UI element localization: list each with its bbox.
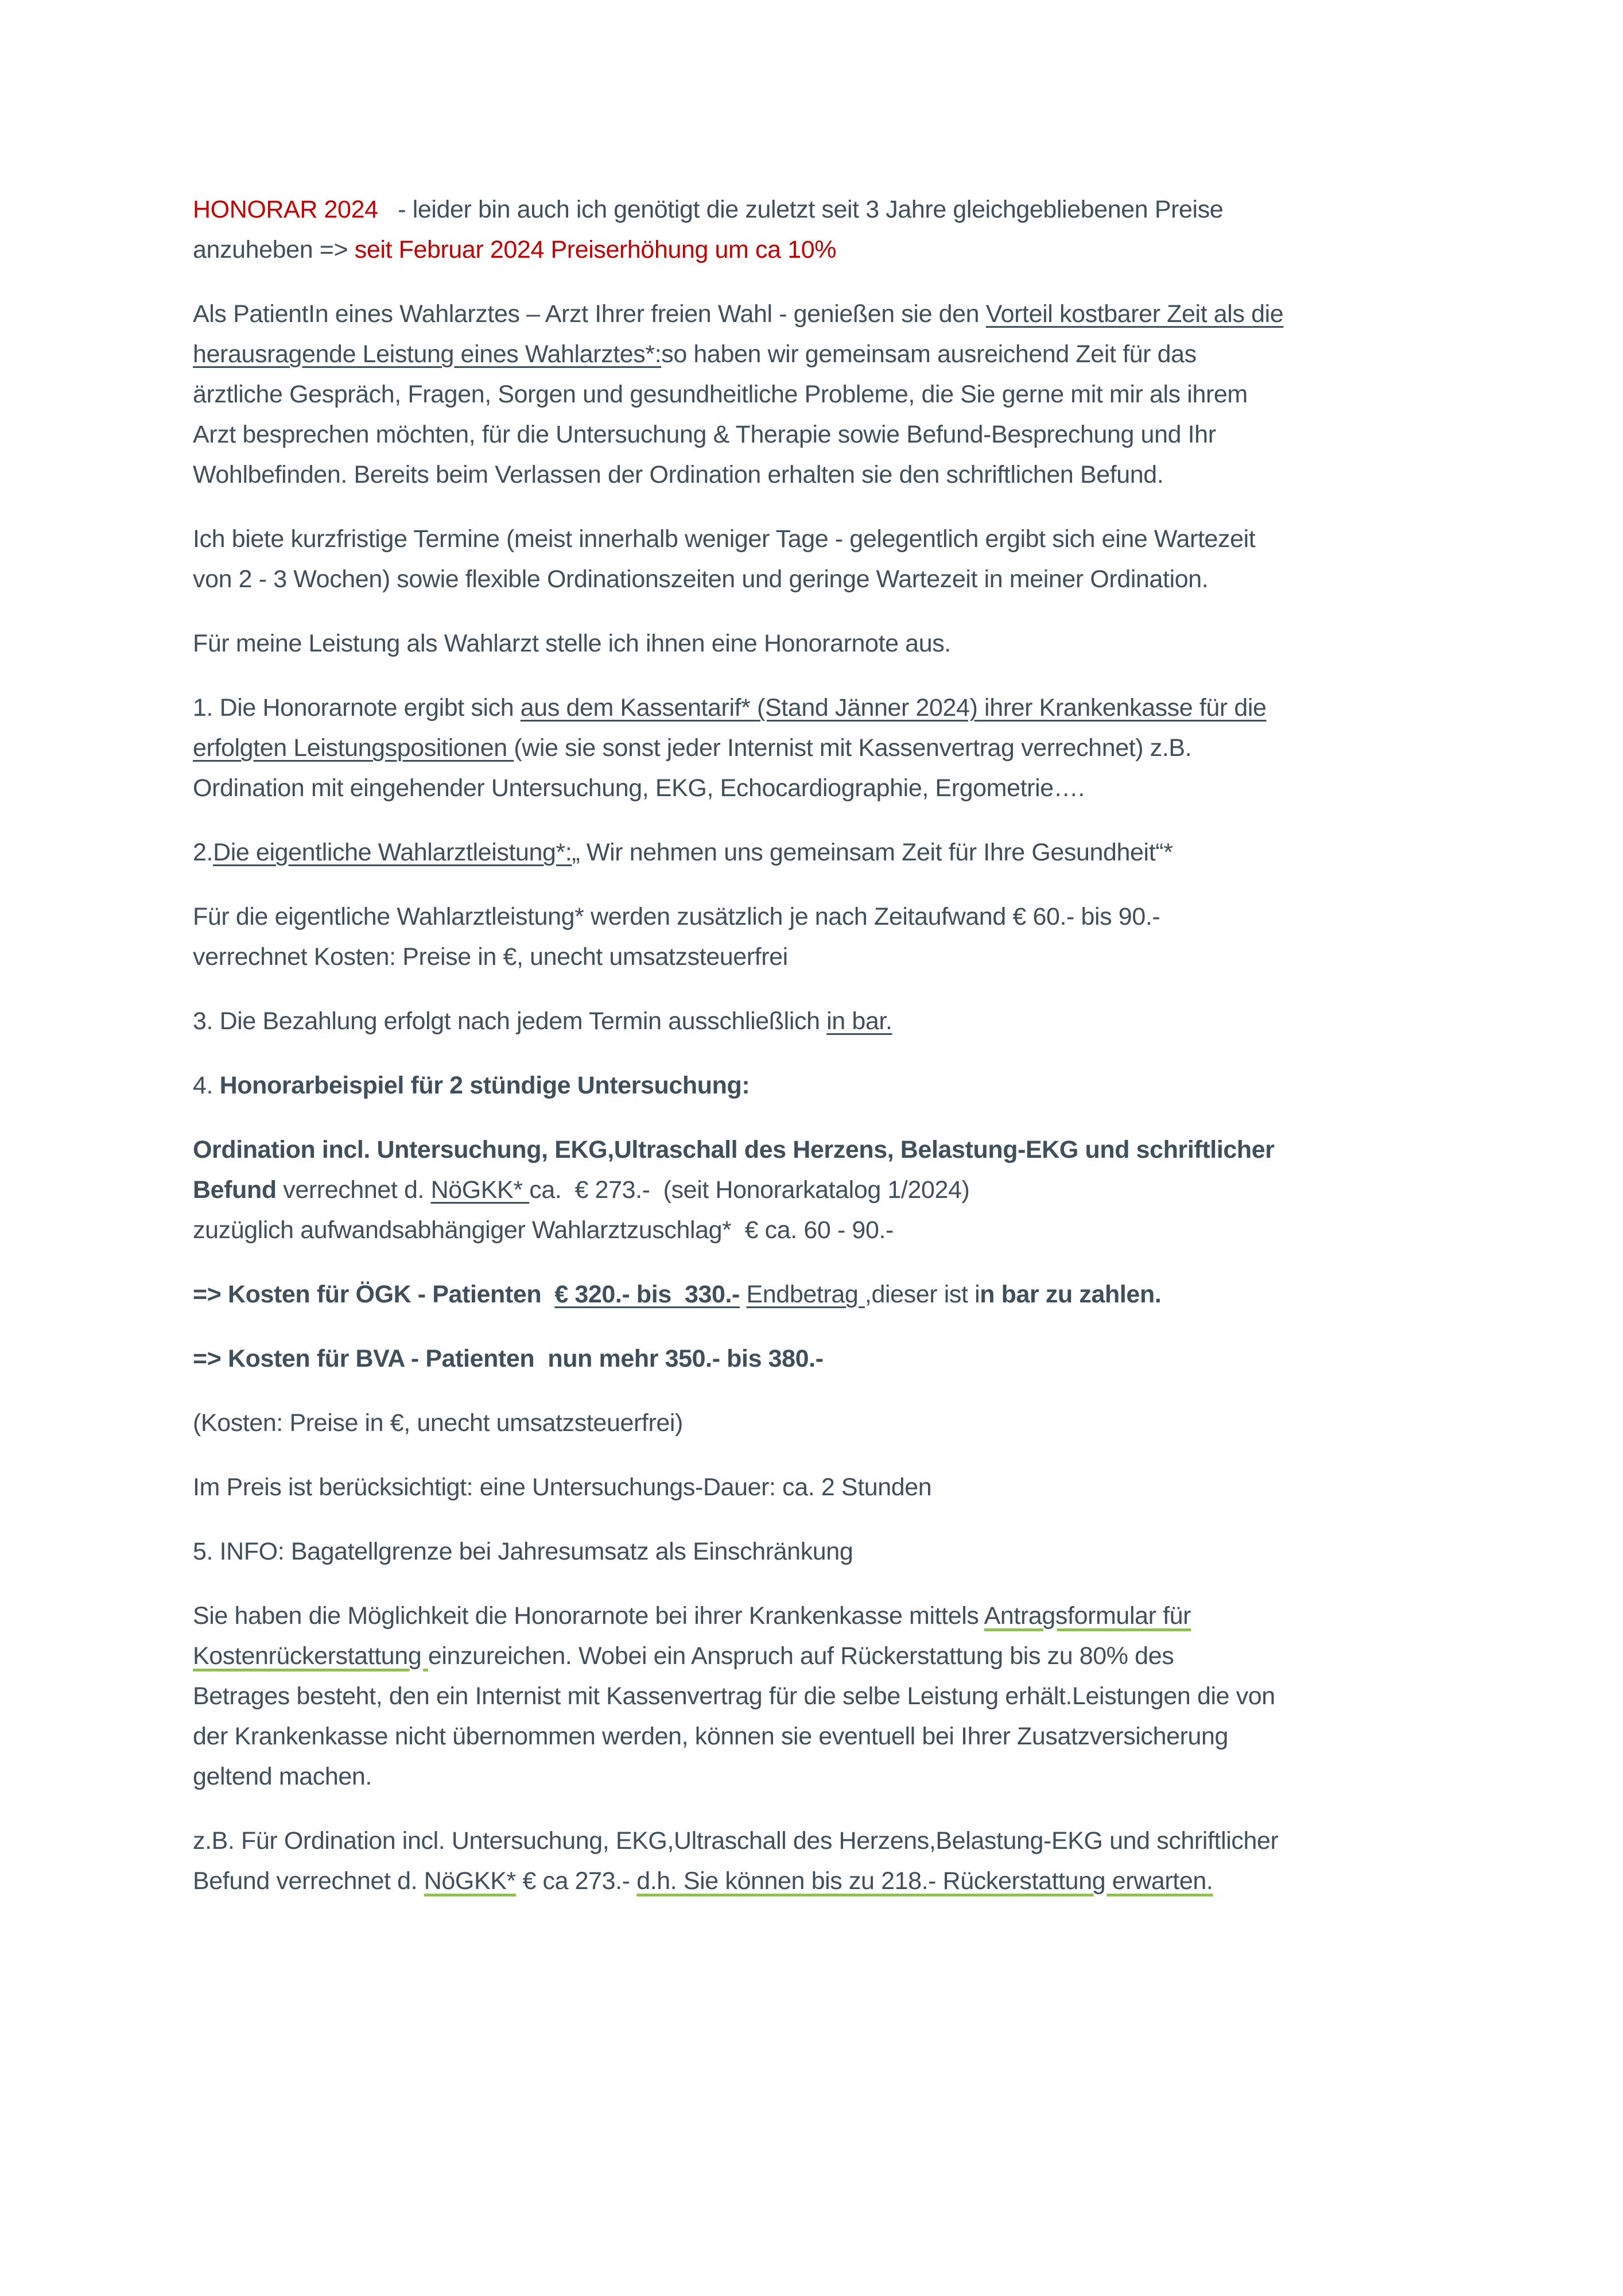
text-run: 4. — [193, 1072, 220, 1099]
noegkk-reference: NöGKK* — [430, 1176, 530, 1204]
text-run: Honorarbeispiel für 2 stündige Untersuchung: — [219, 1072, 750, 1099]
punkt-3-bezahlung-paragraph — [193, 1001, 1589, 1041]
text-run: 1. Die Honorarnote ergibt sich — [193, 694, 521, 722]
text-run: erfolgten Leistungspositionen — [193, 734, 514, 762]
text-run: 2. — [193, 839, 213, 866]
text-run: von 2 - 3 Wochen) sowie flexible Ordinationszeiten und geringe Wartezeit in meiner Ordination. — [193, 565, 1209, 593]
text-run: Betrages besteht, den ein Internist mit Kassenvertrag für die selbe Leistung erhält.Leistungen die von — [193, 1682, 1275, 1710]
text-run: 3. Die Bezahlung erfolgt nach jedem Termin ausschließlich — [193, 1007, 827, 1035]
text-run: ,dieser ist i — [864, 1281, 980, 1308]
link-antragsformular[interactable]: Antragsformular für — [984, 1602, 1191, 1630]
text-run: geltend machen. — [193, 1763, 372, 1790]
punkt-4-honorarbeispiel-heading — [193, 1065, 1589, 1106]
text-run: Vorteil kostbarer Zeit als die — [985, 300, 1284, 328]
link-noegkk[interactable]: NöGKK* — [424, 1867, 516, 1895]
text-run: Befund — [193, 1176, 277, 1204]
kostenrueckerstattung-paragraph — [193, 1596, 1589, 1797]
wahlarztleistung-kosten-paragraph — [193, 897, 1589, 977]
text-run: Arzt besprechen möchten, für die Untersuchung & Therapie sowie Befund-Besprechung und Ihr — [193, 421, 1216, 448]
endbetrag-label: Endbetrag — [746, 1281, 865, 1308]
termine-paragraph — [193, 519, 1589, 599]
text-run: ärztliche Gespräch, Fragen, Sorgen und gesundheitliche Probleme, die Sie gerne mit mir als ihrem — [193, 381, 1248, 408]
text-run: Wohlbefinden. Bereits beim Verlassen der Ordination erhalten sie den schriftlichen Befund. — [193, 461, 1164, 488]
text-run: - leider bin auch ich genötigt die zuletzt seit 3 Jahre gleichgebliebenen Preise — [378, 196, 1224, 223]
ordination-beispiel-paragraph — [193, 1130, 1589, 1250]
oegk-betrag: € 320.- bis 330.- — [554, 1281, 740, 1308]
kosten-hinweis-paragraph — [193, 1403, 1589, 1443]
wahlarzt-vorteil-paragraph — [193, 294, 1589, 495]
text-run: Befund verrechnet d. — [193, 1867, 424, 1895]
kosten-oegk-paragraph — [193, 1274, 1589, 1314]
punkt-5-info-paragraph — [193, 1531, 1589, 1572]
text-run: Für meine Leistung als Wahlarzt stelle ich ihnen eine Honorarnote aus. — [193, 630, 951, 657]
text-run: (wie sie sonst jeder Internist mit Kassenvertrag verrechnet) z.B. — [514, 734, 1192, 762]
text-run: Sie haben die Möglichkeit die Honorarnote bei ihrer Krankenkasse mittels — [193, 1602, 984, 1630]
rueckerstattung-beispiel-paragraph — [193, 1821, 1589, 1901]
text-run: Im Preis ist berücksichtigt: eine Untersuchungs-Dauer: ca. 2 Stunden — [193, 1473, 932, 1501]
text-run: verrechnet Kosten: Preise in €, unecht umsatzsteuerfrei — [193, 943, 788, 971]
text-run: € ca 273.- — [515, 1867, 637, 1895]
text-run: => Kosten für BVA - Patienten nun mehr 350.- bis 380.- — [193, 1345, 824, 1372]
text-run: Ordination incl. Untersuchung, EKG,Ultraschall des Herzens, Belastung-EKG und schriftlicher — [193, 1136, 1275, 1163]
text-run: n bar zu zahlen. — [980, 1281, 1162, 1308]
text-run: aus dem Kassentarif* (Stand Jänner 2024) ihrer Krankenkasse für die — [520, 694, 1267, 722]
text-run: herausragende Leistung eines Wahlarztes*: — [193, 340, 662, 368]
punkt-2-wahlarztleistung-paragraph — [193, 832, 1589, 872]
preiserhoehung-note: seit Februar 2024 Preiserhöhung um ca 10% — [354, 236, 837, 263]
document-body — [193, 189, 1589, 1901]
text-run: der Krankenkasse nicht übernommen werden, können sie eventuell bei Ihrer Zusatzversicherung — [193, 1723, 1229, 1750]
text-run: einzureichen. Wobei ein Anspruch auf Rückerstattung bis zu 80% des — [428, 1642, 1174, 1670]
text-run: ca. € 273.- (seit Honorarkatalog 1/2024) — [529, 1176, 970, 1204]
honorar-2024-heading — [193, 189, 1589, 270]
kosten-bva-paragraph — [193, 1339, 1589, 1379]
text-run — [740, 1281, 747, 1308]
text-run: in bar. — [826, 1007, 892, 1035]
text-run: verrechnet d. — [276, 1176, 431, 1204]
punkt-1-kassentarif-paragraph — [193, 688, 1589, 808]
text-run: Als PatientIn eines Wahlarztes – Arzt Ihrer freien Wahl - genießen sie den — [193, 300, 986, 328]
text-run: zuzüglich aufwandsabhängiger Wahlarztzuschlag* € ca. 60 - 90.- — [193, 1216, 894, 1244]
honorarnote-intro-paragraph — [193, 623, 1589, 664]
text-run: Die eigentliche Wahlarztleistung*: — [213, 839, 572, 866]
text-run: 5. INFO: Bagatellgrenze bei Jahresumsatz als Einschränkung — [193, 1538, 853, 1565]
honorar-2024-title: HONORAR 2024 — [193, 196, 378, 223]
untersuchungsdauer-paragraph — [193, 1467, 1589, 1507]
text-run: Ich biete kurzfristige Termine (meist innerhalb weniger Tage - gelegentlich ergibt sich eine Wartezeit — [193, 525, 1256, 553]
link-rueckerstattung-info[interactable]: d.h. Sie können bis zu 218.- Rückerstattung erwarten. — [636, 1867, 1213, 1895]
text-run: z.B. Für Ordination incl. Untersuchung, EKG,Ultraschall des Herzens,Belastung-EKG und schriftlicher — [193, 1827, 1279, 1855]
text-run: Für die eigentliche Wahlarztleistung* werden zusätzlich je nach Zeitaufwand € 60.- bis 90.- — [193, 903, 1160, 930]
text-run: „ Wir nehmen uns gemeinsam Zeit für Ihre Gesundheit“* — [572, 839, 1173, 866]
text-run: (Kosten: Preise in €, unecht umsatzsteuerfrei) — [193, 1409, 683, 1437]
text-run: anzuheben => — [193, 236, 355, 263]
link-kostenrueckerstattung[interactable]: Kostenrückerstattung — [193, 1642, 428, 1670]
text-run: => Kosten für ÖGK - Patienten — [193, 1281, 555, 1308]
text-run: Ordination mit eingehender Untersuchung, EKG, Echocardiographie, Ergometrie…. — [193, 774, 1085, 802]
text-run: so haben wir gemeinsam ausreichend Zeit für das — [661, 340, 1197, 368]
